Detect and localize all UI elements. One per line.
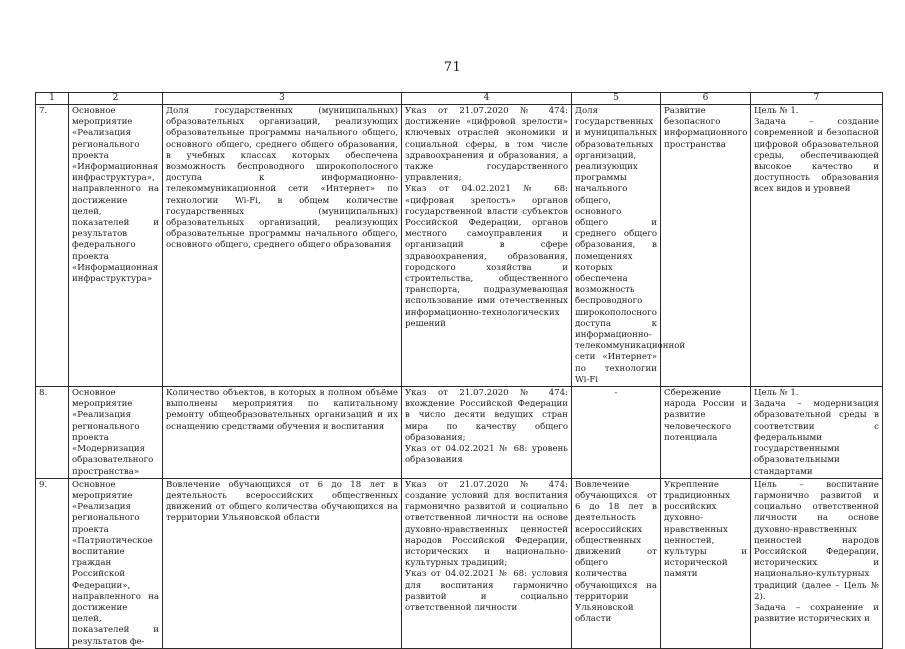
column-number: 3 [163, 93, 402, 105]
decree-cell: Указ от 21.07.2020 № 474: создание условий для воспитания гармонично развитой и социально ответственной личности на основе духовно-нравственных ценностей народов Российской Федерации, исторических и национально-культурных традиций; Указ от 04.02.2021 № 68: условия для воспитания гармонично развитой и социально ответственной личности [402, 478, 572, 648]
column-number: 4 [402, 93, 572, 105]
regional-goal-cell: Доля государственных и муниципальных образовательных организаций, реализующих программы начального общего, основного общего и среднего общего образования, в помещениях которых обеспечена возможность беспроводного широкополосного доступа к информационно-телекоммуникационной сети «Интернет» по технологии Wi-Fi [572, 105, 661, 387]
column-number: 5 [572, 93, 661, 105]
event-cell: Основное мероприятие «Реализация регионального проекта «Патриотическое воспитание граждан Российской Федерации», направленного на достижение целей, показателей и результатов фе- [69, 478, 163, 648]
table-row [36, 105, 883, 387]
decree-cell: Указ от 21.07.2020 № 474: достижение «цифровой зрелости» ключевых отраслей экономики и социальной сферы, в том числе здравоохранения и образования, а также государственного управления; Указ от 04.02.2021 № 68: «цифровая зрелость» органов государственной власти субъектов Российской Федерации, органов местного самоуправления и организаций в сфере здравоохранения, образования, городского хозяйства и строительства, общественного транспорта, подразумевающая использование ими отечественных информационно-технологических решений [402, 105, 572, 387]
priority-cell: Развитие безопасного информационного пространства [661, 105, 751, 387]
row-number: 8. [36, 387, 69, 479]
decree-cell: Указ от 21.07.2020 № 474: вхождение Российской Федерации в число десяти ведущих стран мира по качеству общего образования; Указ от 04.02.2021 № 68: уровень образования [402, 387, 572, 479]
column-number-row [36, 93, 883, 105]
goal-task-cell: Цель – воспитание гармонично развитой и социально ответственной личности на основе духовно-нравственных ценностей народов Российской Федерации, исторических и национально-культурных традиций (далее – Цель № 2). Задача – сохранение и развитие исторических и [751, 478, 883, 648]
priority-cell: Укрепление традиционных российских духовно-нравственных ценностей, культуры и исторической памяти [661, 478, 751, 648]
page-number: 71 [443, 60, 462, 75]
indicator-cell: Доля государственных (муниципальных) образовательных организаций, реализующих образовательные программы начального общего, основного общего, среднего общего образования, в учебных классах которых обеспечена возможность беспроводного широкополосного доступа к информационно-телекоммуникационной сети «Интернет» по технологии Wi-Fi, в общем количестве государственных (муниципальных) образовательных организаций, реализующих образовательные программы начального общего, основного общего, среднего общего образования [163, 105, 402, 387]
indicator-cell: Вовлечение обучающихся от 6 до 18 лет в деятельность всероссийских общественных движений от общего количества обучающихся на территории Ульяновской области [163, 478, 402, 648]
indicator-cell: Количество объектов, в которых в полном объёме выполнены мероприятия по капитальному ремонту общеобразовательных организаций и их оснащению средствами обучения и воспитания [163, 387, 402, 479]
row-number: 7. [36, 105, 69, 387]
regional-goal-cell: - [572, 387, 661, 479]
regional-goal-cell: Вовлечение обучающихся от 6 до 18 лет в деятельность всероссийских общественных движений от общего количества обучающихся на территории Ульяновской области [572, 478, 661, 648]
priority-cell: Сбережение народа России и развитие человеческого потенциала [661, 387, 751, 479]
column-number: 1 [36, 93, 69, 105]
goal-task-cell: Цель № 1. Задача – создание современной и безопасной цифровой образовательной среды, обеспечивающей высокое качество и доступность образования всех видов и уровней [751, 105, 883, 387]
row-number: 9. [36, 478, 69, 648]
event-cell: Основное мероприятие «Реализация регионального проекта «Модернизация образовательного пространства» [69, 387, 163, 479]
table-row [36, 478, 883, 648]
event-cell: Основное мероприятие «Реализация регионального проекта «Информационная инфраструктура», направленного на достижение целей, показателей и результатов федерального проекта «Информационная инфраструктура» [69, 105, 163, 387]
column-number: 6 [661, 93, 751, 105]
goal-task-cell: Цель № 1. Задача – модернизация образовательной среды в соответствии с федеральными государственными образовательными стандартами [751, 387, 883, 479]
column-number: 7 [751, 93, 883, 105]
column-number: 2 [69, 93, 163, 105]
document-table [35, 92, 883, 649]
table-row [36, 387, 883, 479]
